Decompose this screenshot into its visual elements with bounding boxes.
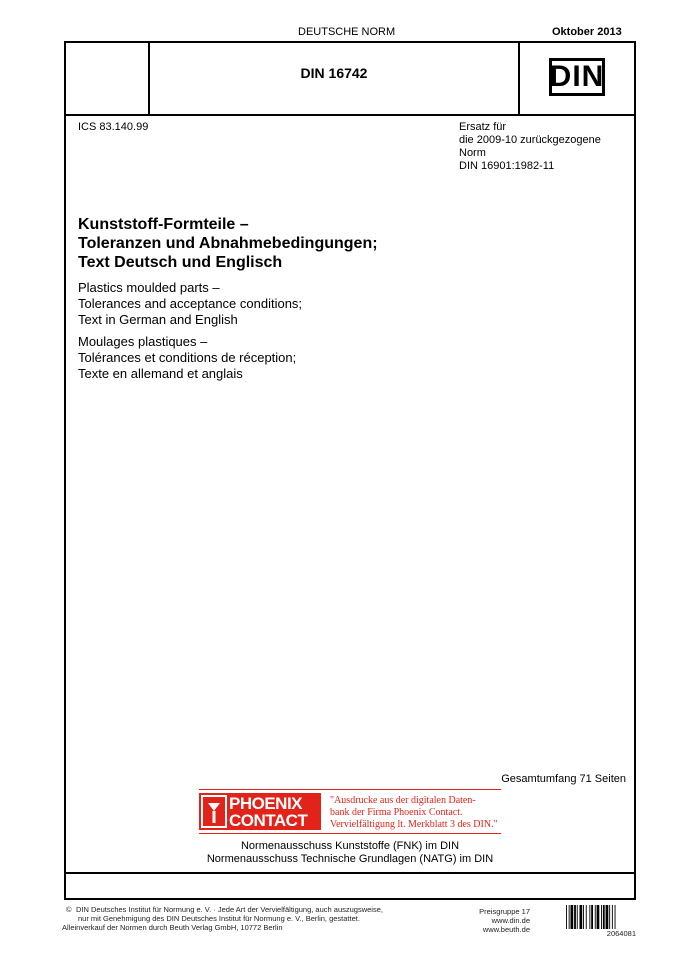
price-line: Preisgruppe 17 xyxy=(479,907,530,916)
bottom-divider xyxy=(64,872,636,874)
title-english-line: Text in German and English xyxy=(78,312,238,327)
ics-code: ICS 83.140.99 xyxy=(78,121,149,133)
replacement-line: DIN 16901:1982-11 xyxy=(459,160,555,172)
price-line: www.din.de xyxy=(491,916,530,925)
barcode-bar xyxy=(609,905,610,929)
title-english-line: Tolerances and acceptance conditions; xyxy=(78,296,303,311)
barcode-bar xyxy=(595,905,596,929)
stamp-bottom-rule xyxy=(199,833,501,834)
title-block-right-divider xyxy=(518,41,520,115)
barcode-bar xyxy=(586,905,587,929)
barcode-bar xyxy=(574,905,576,929)
barcode-bar xyxy=(597,905,600,929)
stamp-line: bank der Firma Phoenix Contact. xyxy=(330,807,463,818)
document-code: 2064081 xyxy=(606,929,636,938)
stamp-top-rule xyxy=(199,789,501,790)
copyright-line: nur mit Genehmigung des DIN Deutsches Institut für Normung e. V., Berlin, gestattet. xyxy=(78,914,360,923)
title-english-line: Plastics moulded parts – xyxy=(78,280,220,295)
barcode-bar xyxy=(577,905,578,929)
copyright-symbol: © xyxy=(66,905,72,914)
title-german-line: Kunststoff-Formteile – xyxy=(78,216,249,233)
barcode-bar xyxy=(615,905,616,929)
barcode-bar xyxy=(566,905,567,929)
title-french-line: Texte en allemand et anglais xyxy=(78,366,243,381)
title-german-line: Text Deutsch und Englisch xyxy=(78,254,283,271)
stamp-line: "Ausdrucke aus der digitalen Daten- xyxy=(330,795,476,806)
din-logo xyxy=(549,58,605,96)
total-pages: Gesamtumfang 71 Seiten xyxy=(501,773,626,785)
title-german xyxy=(78,215,378,272)
committee-line: Normenausschuss Kunststoffe (FNK) im DIN xyxy=(240,840,460,852)
title-english xyxy=(78,280,302,328)
contact-logo-line: CONTACT xyxy=(229,811,308,830)
barcode-bar xyxy=(603,905,605,929)
barcode-bar xyxy=(612,905,613,929)
replacement-note xyxy=(459,121,601,173)
barcode-bar xyxy=(589,905,590,929)
phoenix-logo-line: PHOENIX xyxy=(229,794,303,813)
barcode-bar xyxy=(583,905,584,929)
barcode-bar xyxy=(606,905,609,929)
replacement-line: Norm xyxy=(459,147,486,159)
copyright-notice xyxy=(62,905,383,932)
committee-line: Normenausschuss Technische Grundlagen (NATG) im DIN xyxy=(206,853,494,865)
title-french-line: Tolérances et conditions de réception; xyxy=(78,350,297,365)
barcode-bar xyxy=(571,905,574,929)
series-label: DEUTSCHE NORM xyxy=(298,26,396,38)
standard-number: DIN 16742 xyxy=(300,65,368,81)
stamp-line: Vervielfältigung lt. Merkblatt 3 des DIN." xyxy=(330,819,498,830)
barcode-bar xyxy=(601,905,602,929)
barcode-bar xyxy=(591,905,593,929)
copyright-line: DIN Deutsches Institut für Normung e. V. · Jede Art der Vervielfältigung, auch auszugsweise, xyxy=(76,905,383,914)
replacement-line: die 2009-10 zurückgezogene xyxy=(459,134,601,146)
price-line: www.beuth.de xyxy=(482,925,530,934)
stamp-notice xyxy=(330,795,500,831)
title-french xyxy=(78,334,296,382)
copyright-line: Alleinverkauf der Normen durch Beuth Verlag GmbH, 10772 Berlin xyxy=(62,923,283,932)
committees xyxy=(64,840,636,866)
title-french-line: Moulages plastiques – xyxy=(78,334,208,349)
barcode-bar xyxy=(569,905,570,929)
phoenix-contact-logo xyxy=(199,793,321,830)
title-german-line: Toleranzen und Abnahmebedingungen; xyxy=(78,235,378,252)
barcode-bar xyxy=(580,905,583,929)
barcode-image xyxy=(566,905,636,929)
phoenix-mark-icon xyxy=(201,795,227,828)
publication-date: Oktober 2013 xyxy=(552,26,622,38)
din-logo-text: DIN xyxy=(549,60,605,93)
replacement-line: Ersatz für xyxy=(459,121,507,133)
price-group xyxy=(470,907,530,934)
